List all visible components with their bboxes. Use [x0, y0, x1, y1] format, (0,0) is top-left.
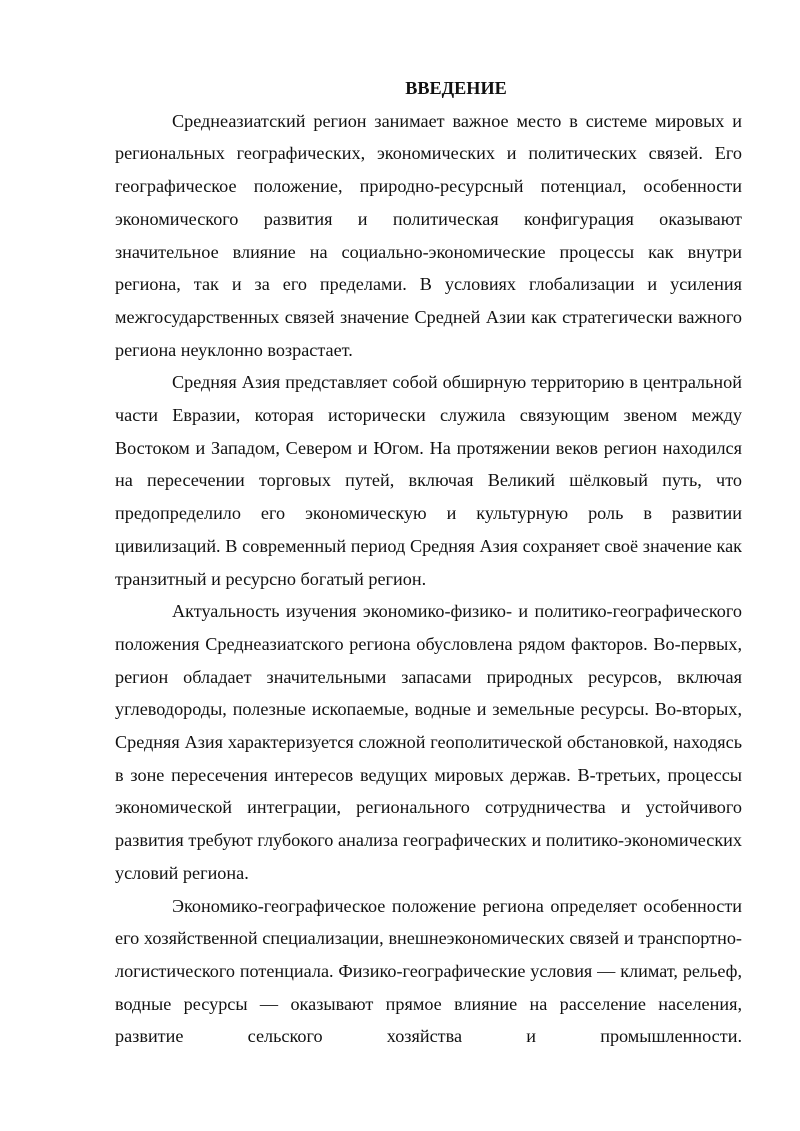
document-body	[115, 72, 742, 1053]
paragraph-2: Средняя Азия представляет собой обширную территорию в центральной части Евразии, которая исторически служила связующим звеном между Востоком и Западом, Севером и Югом. На протяжении веков регион находился на пересечении торговых путей, включая Великий шёлковый путь, что предопределило его экономическую и культурную роль в развитии цивилизаций. В современный период Средняя Азия сохраняет своё значение как транзитный и ресурсно богатый регион.	[115, 372, 742, 589]
section-title: ВВЕДЕНИЕ	[405, 78, 507, 98]
paragraph-4: Экономико-географическое положение региона определяет особенности его хозяйственной специализации, внешнеэкономических связей и транспортно-логистического потенциала. Физико-географические условия — климат, рельеф, водные ресурсы — оказывают прямое влияние на расселение населения, развитие сельского хозяйства и промышленности.	[115, 895, 742, 1047]
paragraph-3: Актуальность изучения экономико-физико- и политико-географического положения Среднеазиатского региона обусловлена рядом факторов. Во-первых, регион обладает значительными запасами природных ресурсов, включая углеводороды, полезные ископаемые, водные и земельные ресурсы. Во-вторых, Средняя Азия характеризуется сложной геополитической обстановкой, находясь в зоне пересечения интересов ведущих мировых держав. В-третьих, процессы экономической интеграции, регионального сотрудничества и устойчивого развития требуют глубокого анализа географических и политико-экономических условий региона.	[115, 601, 742, 883]
paragraph-1: Среднеазиатский регион занимает важное место в системе мировых и региональных географических, экономических и политических связей. Его географическое положение, природно-ресурсный потенциал, особенности экономического развития и политическая конфигурация оказывают значительное влияние на социально-экономические процессы как внутри региона, так и за его пределами. В условиях глобализации и усиления межгосударственных связей значение Средней Азии как стратегически важного региона неуклонно возрастает.	[115, 110, 742, 360]
